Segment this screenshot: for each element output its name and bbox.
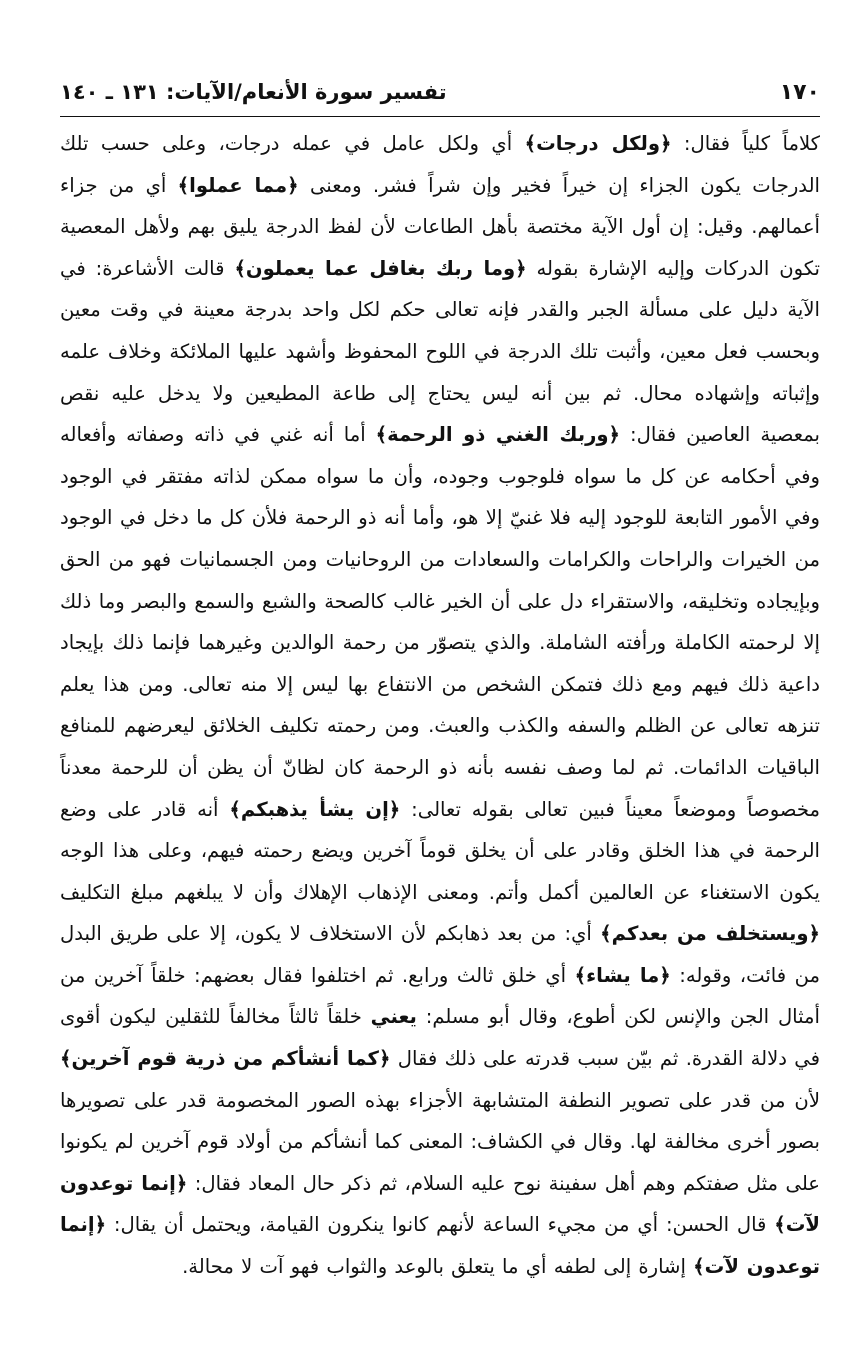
body-text-segment: قالت الأشاعرة: في الآية دليل على مسألة الجبر والقدر فإنه تعالى حكم لكل واحد بدرجة معينة في وقت معين وبحسب فعل معين، وأثبت تلك الدرجة في اللوح المحفوظ وأشهد عليها الملائكة وخلاف علمه وإثباته وإشهاده محال. ثم بين أنه ليس يحتاج إلى طاعة المطيعين ولا يدخل عليه نقص بمعصية العاصين فقال: [60, 256, 821, 447]
body-text-segment: إشارة إلى لطفه أي ما يتعلق بالوعد والثواب فهو آت لا محالة. [182, 1255, 694, 1279]
quran-quote: ﴿ولكل درجات﴾ [524, 132, 672, 155]
quran-quote: ﴿إن يشأ يذهبكم﴾ [229, 797, 401, 821]
quran-quote: ﴿مما عملوا﴾ [177, 173, 299, 197]
body-text-segment: أي خلق ثالث ورابع. ثم اختلفوا فقال بعضهم: خلقاً آخرين من أمثال الجن والإنس لكن أطوع، وقال أبو مسلم: [60, 963, 820, 1029]
body-text-segment: أما أنه غني في ذاته وصفاته وأفعاله وفي أحكامه عن كل ما سواه فلوجوب وجوده، وأن ما سواه ممكن لذاته مفتقر في الوجود وفي الأمور التابعة للوجود إليه فلا غنيّ إلا هو، وأما أنه ذو الرحمة فلأن كل ما دخل في الوجود من الخيرات والراحات والكرامات والسعادات من الروحانيات ومن الجسمانيات فهو من الحق وبإيجاده وتخليقه، والاستقراء دل على أن الخير غالب كالصحة والشبع والسمع والبصر وما ذلك إلا لرحمته الكاملة ورأفته الشاملة. والذي يتصوّر من رحمة الوالدين وغيرهما فإنما ذلك بإيجاد داعية ذلك فيهم ومع ذلك فتمكن الشخص من الانتفاع بها ليس إلا منه تعالى. ومن هذا يعلم تنزهه تعالى عن الظلم والسفه والكذب والعبث. ومن رحمته تكليف الخلائق ليعرضهم للمنافع الباقيات الدائمات. ثم لما وصف نفسه بأنه ذو الرحمة كان لظانّ أن يظن أن للرحمة معدناً مخصوصاً وموضعاً معيناً فبين تعالى بقوله تعالى: [60, 423, 820, 821]
quran-quote: ﴿إنما توعدون لآت﴾ [60, 1171, 820, 1237]
body-text-segment: أي: من بعد ذهابكم لأن الاستخلاف لا يكون، إلا على طريق البدل من فائت، وقوله: [60, 922, 820, 987]
body-text-segment: خلقاً ثالثاً مخالفاً للثقلين ليكون أقوى في دلالة القدرة. ثم بيّن سبب قدرته على ذلك فقال [60, 1005, 820, 1071]
quran-quote: ﴿كما أنشأكم من ذرية قوم آخرين﴾ [60, 1047, 391, 1071]
running-title: تفسير سورة الأنعام/الآيات: ١٣١ ـ ١٤٠ [60, 80, 447, 104]
page-header [60, 74, 820, 110]
body-text-segment: أنه قادر على وضع الرحمة في هذا الخلق وقادر على أن يخلق قوماً آخرين ويضع رحمته فيهم، وعلى هذا الوجه يكون الاستغناء عن العالمين أكمل وأتم. ومعنى الإذهاب الإهلاك وأن لا يبلغهم مبلغ التكليف [60, 797, 820, 904]
quran-quote: يعني [370, 1005, 417, 1029]
body-text-segment: كلاماً كلياً فقال: [671, 132, 820, 155]
body-text-segment: قال الحسن: أي من مجيء الساعة لأنهم كانوا ينكرون القيامة، ويحتمل أن يقال: [106, 1213, 775, 1237]
book-page [60, 74, 820, 1334]
quran-quote: ﴿وما ربك بغافل عما يعملون﴾ [234, 256, 527, 280]
body-text-segment: أي ولكل عامل في عمله درجات، وعلى حسب تلك الدرجات يكون الجزاء إن خيراً فخير وإن شراً فشر. ومعنى [60, 132, 820, 197]
page-number: ١٧٠ [779, 80, 820, 105]
quran-quote: ﴿وربك الغني ذو الرحمة﴾ [375, 423, 621, 447]
body-paragraph [60, 123, 820, 1288]
quran-quote: ﴿إنما توعدون لآت﴾ [60, 1213, 820, 1279]
body-text-segment: لأن من قدر على تصوير النطفة المتشابهة الأجزاء بهذه الصور المخصومة قدر على تصويرها بصور أخرى مخالفة لها. وقال في الكشاف: المعنى كما أنشأكم من أولاد قوم آخرين لم يكونوا على مثل صفتكم وهم أهل سفينة نوح عليه السلام، ثم ذكر حال المعاد فقال: [60, 1088, 820, 1195]
header-rule [60, 116, 820, 117]
body-text-segment: أي من جزاء أعمالهم. وقيل: إن أول الآية مختصة بأهل الطاعات لأن لفظ الدرجة يليق بهم ولأهل المعصية تكون الدركات وإليه الإشارة بقوله [60, 173, 820, 280]
quran-quote: ﴿ما يشاء﴾ [574, 963, 671, 987]
quran-quote: ﴿ويستخلف من بعدكم﴾ [600, 922, 821, 946]
